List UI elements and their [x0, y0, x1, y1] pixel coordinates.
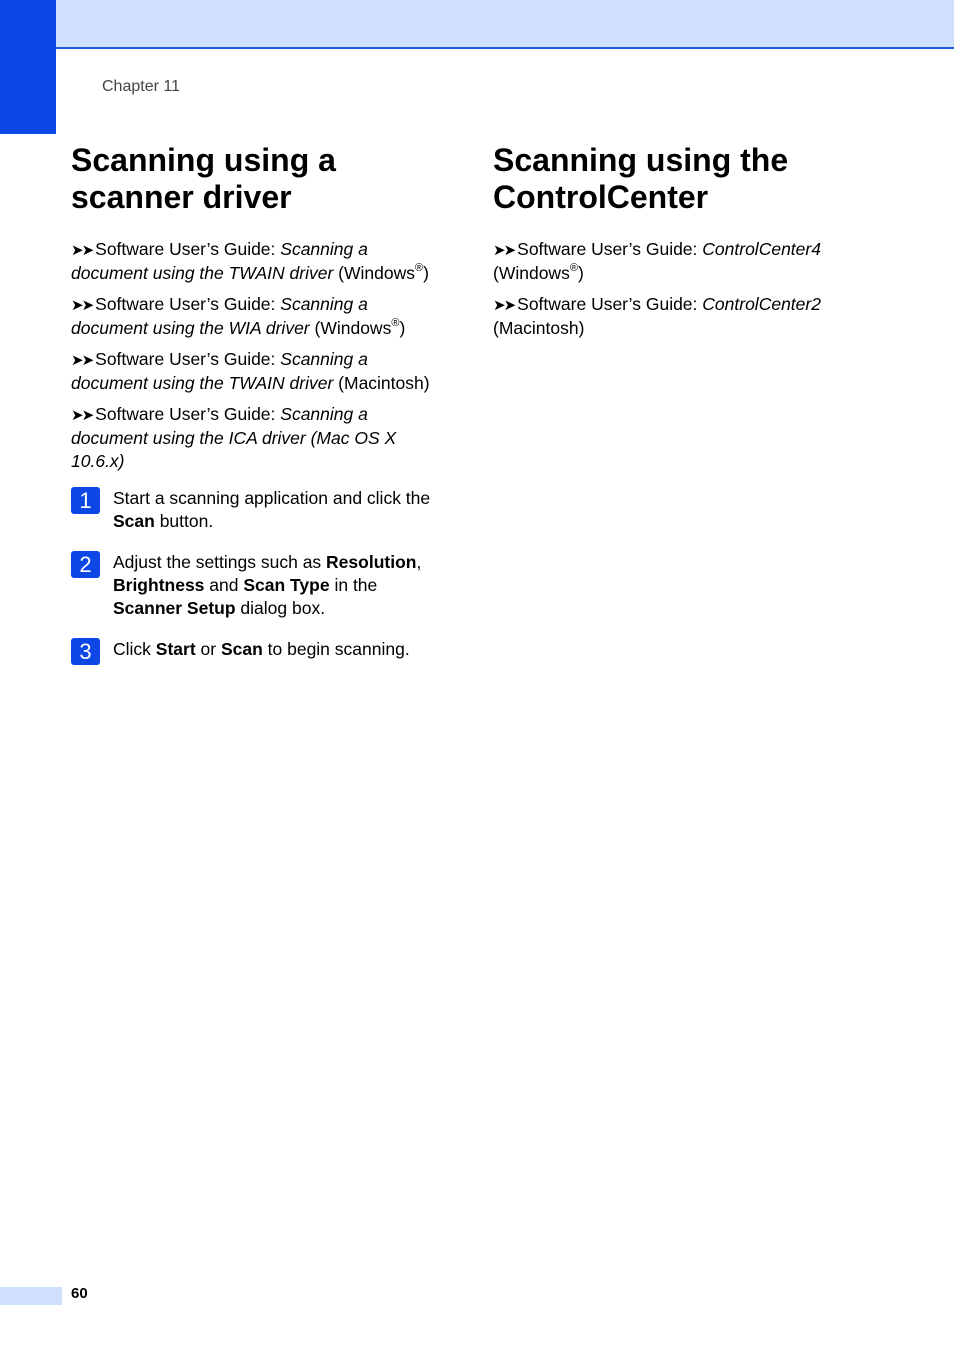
footer-bar [0, 1287, 62, 1305]
page-number: 60 [71, 1285, 88, 1302]
section-title-scanner-driver: Scanning using a scanner driver [71, 142, 336, 215]
guide-reference: ➤➤ Software User’s Guide: Scanning a document using the TWAIN driver (Windows®) [71, 239, 429, 283]
section-title-controlcenter: Scanning using the ControlCenter [493, 142, 789, 215]
double-arrow-icon: ➤➤ [493, 297, 515, 314]
step-number-badge: 1 [71, 487, 100, 514]
double-arrow-icon: ➤➤ [71, 407, 93, 424]
double-arrow-icon: ➤➤ [71, 352, 93, 369]
left-column [71, 142, 443, 679]
step-item: 2 Adjust the settings such as Resolution, Brightness and Scan Type in the Scanner Setup dialog box. [71, 551, 443, 620]
guide-reference: ➤➤ Software User’s Guide: ControlCenter2 (Macintosh) [493, 294, 821, 338]
guide-reference: ➤➤ Software User’s Guide: Scanning a document using the WIA driver (Windows®) [71, 294, 406, 338]
chapter-tab [0, 0, 56, 134]
step-list [71, 487, 443, 664]
right-column [493, 142, 873, 348]
chapter-label: Chapter 11 [102, 78, 180, 95]
step-item: 1 Start a scanning application and click the Scan button. [71, 487, 443, 533]
double-arrow-icon: ➤➤ [71, 242, 93, 259]
guide-reference: ➤➤ Software User’s Guide: Scanning a document using the TWAIN driver (Macintosh) [71, 349, 430, 393]
step-item: 3 Click Start or Scan to begin scanning. [71, 638, 443, 661]
double-arrow-icon: ➤➤ [493, 242, 515, 259]
guide-reference: ➤➤ Software User’s Guide: Scanning a document using the ICA driver (Mac OS X 10.6.x) [71, 404, 397, 471]
guide-reference: ➤➤ Software User’s Guide: ControlCenter4 (Windows®) [493, 239, 821, 283]
double-arrow-icon: ➤➤ [71, 297, 93, 314]
step-number-badge: 3 [71, 638, 100, 665]
header-band [0, 0, 954, 49]
step-number-badge: 2 [71, 551, 100, 578]
